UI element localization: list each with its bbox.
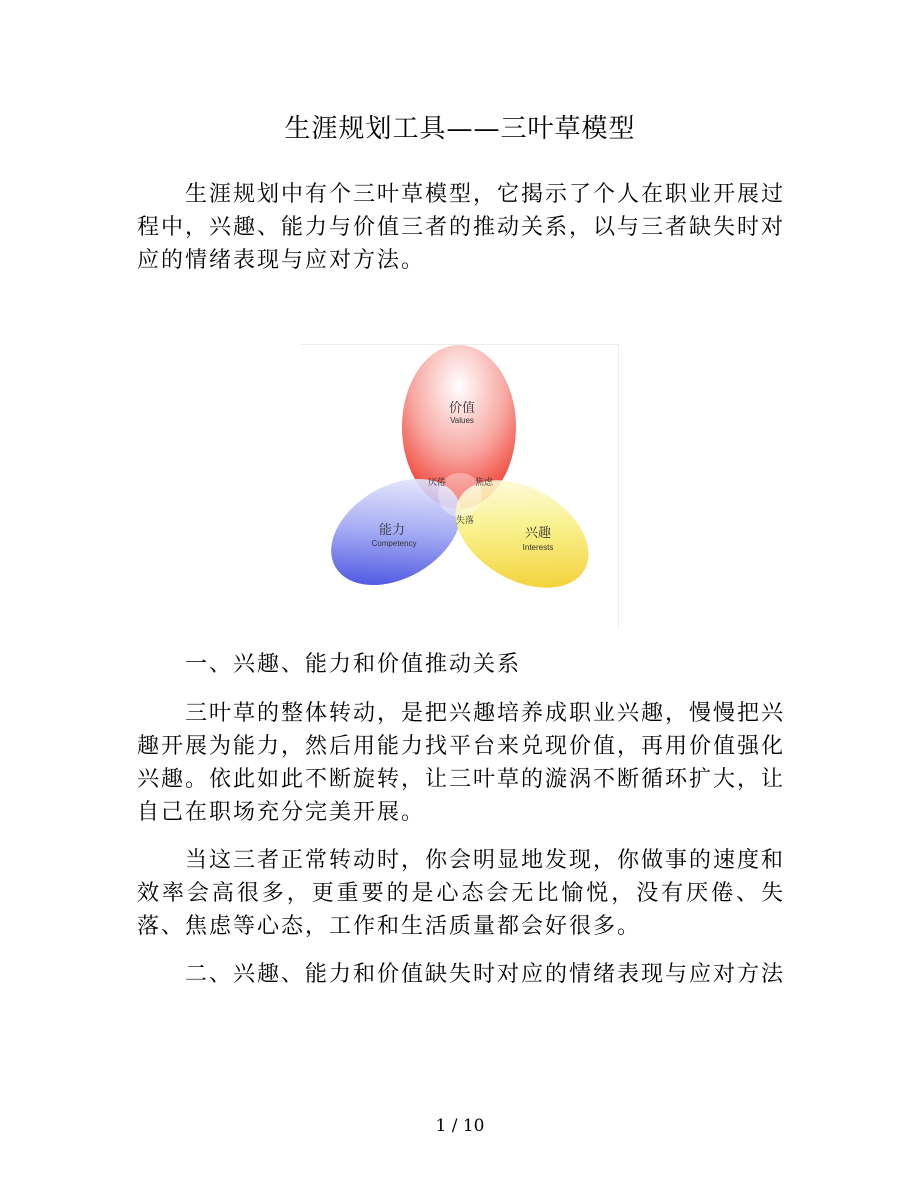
interests-label-cn: 兴趣 [524,525,552,540]
section1-paragraph-2: 当这三者正常转动时，你会明显地发现，你做事的速度和效率会高很多，更重要的是心态会无比愉悦，没有厌倦、失落、焦虑等心态，工作和生活质量都会好很多。 [137,848,786,939]
section1-heading: 一、兴趣、能力和价值推动关系 [185,652,522,677]
clover-model-figure [300,344,619,629]
competency-label-cn: 能力 [378,522,406,537]
page-number: 1 / 10 [435,1116,485,1136]
section2-heading: 二、兴趣、能力和价值缺失时对应的情绪表现与应对方法 [185,962,786,987]
boredom-label: 厌倦 [427,477,447,487]
values-label-en: Values [450,416,474,425]
section1-paragraph-1: 三叶草的整体转动，是把兴趣培养成职业兴趣，慢慢把兴趣开展为能力，然后用能力找平台来兑现价值，再用价值强化兴趣。依此如此不断旋转，让三叶草的漩涡不断循环扩大，让自己在职场充分完美开展。 [137,701,786,825]
competency-label-en: Competency [371,539,417,548]
values-label-cn: 价值 [448,400,476,415]
intro-paragraph: 生涯规划中有个三叶草模型，它揭示了个人在职业开展过程中，兴趣、能力与价值三者的推动关系，以与三者缺失时对应的情绪表现与应对方法。 [137,182,786,273]
document-title: 生涯规划工具——三叶草模型 [284,114,636,144]
anxiety-label: 焦虑 [474,477,494,487]
interests-label-en: Interests [522,543,554,552]
clover-diagram [300,345,618,629]
loss-label: 失落 [455,515,475,525]
